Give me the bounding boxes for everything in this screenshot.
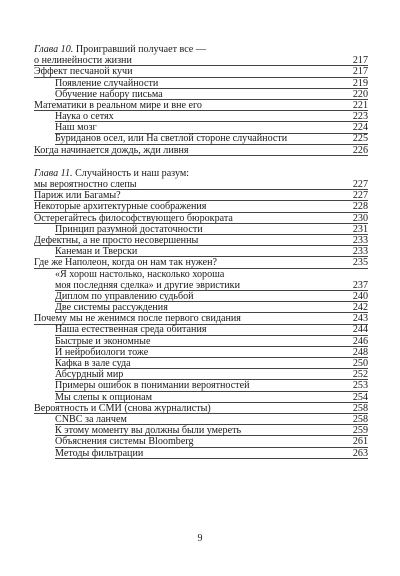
toc-entry-page: 259 [352,425,368,437]
toc-chapter [34,168,368,459]
toc-entry-title: Где же Наполеон, когда он нам так нужен? [34,257,217,269]
toc-entry-page: 227 [352,190,368,202]
toc-entry-page: 243 [352,313,368,325]
toc-entry [34,313,368,324]
toc-entry-page: 235 [352,257,368,269]
toc-entry-page: 230 [352,212,368,224]
toc-entry-page: 242 [352,302,368,314]
toc-entry-page: 252 [352,369,368,381]
toc-entry-title: Методы фильтрации [55,447,144,459]
toc-entry [34,111,368,122]
toc-entry [34,235,368,246]
toc-entry [34,347,368,358]
toc-entry [34,190,368,201]
toc-entry-page: 221 [352,99,368,111]
toc-entry [34,336,368,347]
toc-entry-title: Наука о сетях [55,111,114,123]
chapter-heading [34,44,368,55]
chapter-title: Проигравший получает все — [75,43,206,55]
toc-entry-title: Почему мы не женимся после первого свидания [34,313,241,325]
toc-entry-title: Появление случайности [55,77,159,89]
toc-entry [34,213,368,224]
toc-entry [34,269,368,280]
toc-entry-page: 224 [352,122,368,134]
toc-entry-title: Две системы рассуждения [55,302,168,314]
toc-entry-page: 253 [352,380,368,392]
toc-entry-title: Наша естественная среда обитания [55,324,207,336]
toc-entry-title: Быстрые и экономные [55,335,151,347]
toc-entry [34,66,368,77]
toc-entry-title: Мы слепы к опционам [55,391,152,403]
toc-entry-page: 258 [352,402,368,414]
toc-entry-page: 226 [352,144,368,156]
toc-entry-title: Наш мозг [55,122,97,134]
toc-entry [34,369,368,380]
toc-entry-title: Вероятность и СМИ (снова журналисты) [34,402,211,414]
toc-entry-title: CNBC за ланчем [55,413,127,425]
toc-entry [34,358,368,369]
toc-entry-title: Дефектны, а не просто несовершенны [34,234,199,246]
toc-entry [34,280,368,291]
toc-entry-page: 228 [352,201,368,213]
toc-chapter [34,44,368,156]
toc-entry-page: 240 [352,290,368,302]
toc-entry-page: 250 [352,358,368,370]
toc-entry-page: 254 [352,391,368,403]
toc-entry-page: 258 [352,413,368,425]
toc-entry-page: 233 [352,234,368,246]
toc-entry-title: «Я хорош настолько, насколько хороша [55,268,225,280]
toc-entry [34,89,368,100]
toc-entry-page: 223 [352,111,368,123]
toc-entry-page: 217 [352,55,368,67]
toc-entry-title: Кафка в зале суда [55,358,131,370]
toc-entry-page: 219 [352,77,368,89]
toc-entry [34,448,368,459]
toc-entry-page: 244 [352,324,368,336]
page-number: 9 [197,533,203,544]
chapter-title: Случайность и наш разум: [75,167,190,179]
toc-entry-page: 217 [352,66,368,78]
table-of-contents [34,44,368,459]
toc-entry-title: Канеман и Тверски [55,246,138,258]
toc-entry-title: Париж или Багамы? [34,190,121,202]
toc-entry [34,302,368,313]
toc-entry [34,436,368,447]
toc-entry-title: моя последняя сделка» и другие эвристики [55,279,240,291]
toc-entry-page: 220 [352,88,368,100]
toc-entry-title: Диплом по управлению судьбой [55,290,194,302]
toc-entry-title: Когда начинается дождь, жди ливня [34,144,189,156]
toc-entry-title: Абсурдный мир [55,369,124,381]
toc-entry-page: 231 [352,223,368,235]
chapter-label: Глава 11. [34,167,73,179]
toc-entry [34,78,368,89]
toc-entry [34,145,368,156]
toc-entry [34,134,368,145]
toc-entry [34,201,368,212]
toc-entry-title: К этому моменту вы должны были умереть [55,425,242,437]
toc-entry-page: 237 [352,279,368,291]
chapter-label: Глава 10. [34,43,74,55]
toc-entry [34,291,368,302]
toc-entry-title: Примеры ошибок в понимании вероятностей [55,380,250,392]
toc-entry [34,100,368,111]
toc-entry-page: 263 [352,447,368,459]
toc-entry-page: 227 [352,179,368,191]
toc-entry [34,414,368,425]
toc-entry-page: 246 [352,335,368,347]
toc-entry [34,122,368,133]
toc-entry-title: Обучение набору письма [55,88,163,100]
toc-entry [34,179,368,190]
toc-entry [34,380,368,391]
toc-entry-title: И нейробиологи тоже [55,346,149,358]
toc-entry-title: Остерегайтесь философствующего бюрократа [34,212,233,224]
toc-entry [34,257,368,268]
toc-entry-title: Принцип разумной достаточности [55,223,203,235]
toc-entry-title: Объяснения системы Bloomberg [55,436,194,448]
toc-entry [34,224,368,235]
toc-entry-title: Некоторые архитектурные соображения [34,201,207,213]
chapter-heading [34,168,368,179]
toc-entry [34,325,368,336]
toc-entry [34,246,368,257]
toc-entry-title: Математики в реальном мире и вне его [34,99,202,111]
toc-entry-title: Буриданов осел, или На светлой стороне случайности [55,133,288,145]
toc-entry-title: мы вероятностно слепы [34,179,137,191]
toc-entry-page: 225 [352,133,368,145]
toc-entry [34,392,368,403]
toc-entry-page: 261 [352,436,368,448]
toc-entry-page: 233 [352,246,368,258]
toc-entry [34,55,368,66]
toc-entry-title: Эффект песчаной кучи [34,66,133,78]
toc-entry-page: 248 [352,346,368,358]
toc-entry [34,403,368,414]
toc-entry [34,425,368,436]
toc-entry-title: о нелинейности жизни [34,55,132,67]
